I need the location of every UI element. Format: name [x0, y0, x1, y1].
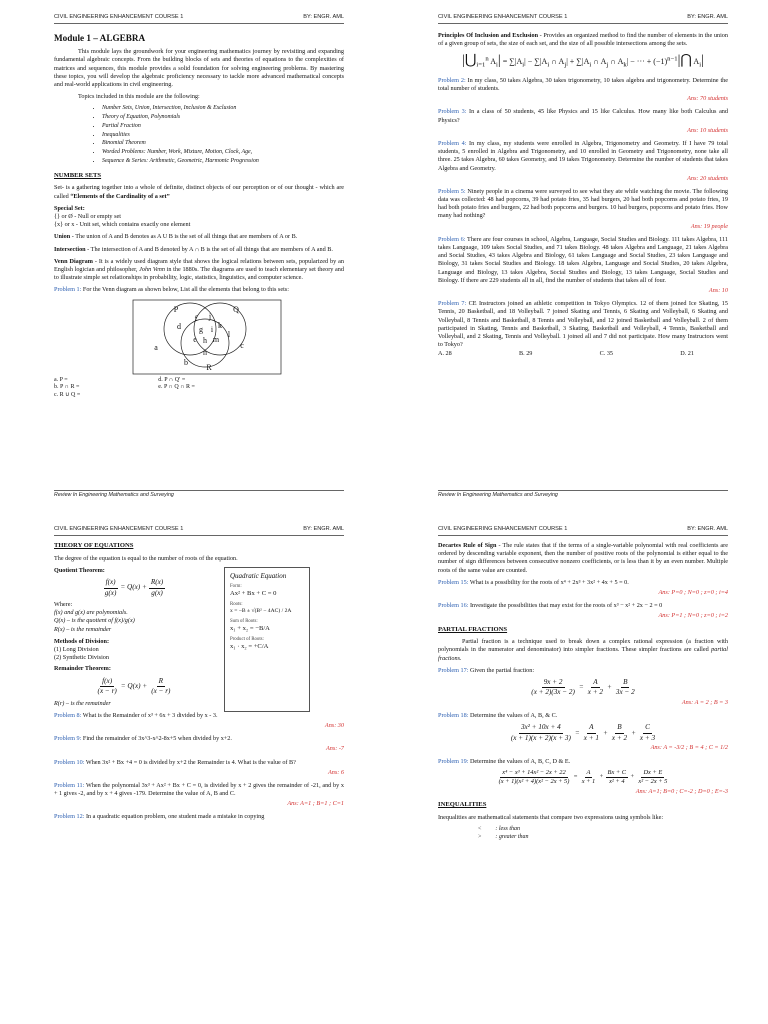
answer: Ans: A=1; B=0 ; C=-2 ; D=0 ; E=-3 [635, 787, 728, 795]
eq-term: x + 2 [587, 688, 604, 697]
problem-label: Problem 11: [54, 781, 85, 789]
quadratic-equation-box [224, 567, 310, 712]
topic-item: • Number Sets, Union, Intersection, Inclusion & Exclusion [102, 105, 344, 113]
eq-term: x + 1 [583, 733, 599, 742]
problem-label: Problem 4: [438, 139, 467, 147]
problem-4 [438, 140, 728, 173]
topics-intro: Topics included in this module are the following: [78, 93, 200, 101]
set-question: d. P ∩ Q′ = [158, 376, 186, 383]
box-product: x₁ · x₂ = +C/A [230, 643, 269, 651]
set-question: c. R ∪ Q = [54, 392, 81, 399]
pf-term: partial fractions. [438, 646, 728, 662]
box-label: Sum of Roots: [230, 618, 258, 624]
venn-label-n: n [203, 347, 207, 357]
venn-label-e: e [193, 334, 197, 344]
problem-18 [438, 712, 728, 720]
page-1 [0, 0, 384, 512]
venn-definition [54, 258, 344, 283]
eq-term: (x + 1)(x + 2)(x + 3) [510, 733, 571, 742]
venn-label-j: j [208, 311, 212, 321]
special-set-null: {} or Ø - Null or empty set [54, 213, 121, 220]
set-question: b. P ∩ R = [54, 384, 80, 391]
choice: D. 21 [680, 350, 694, 358]
set-questions-right [158, 377, 195, 401]
page-header [54, 526, 344, 536]
problem-9 [54, 735, 344, 743]
equation-17: $\frac{9x + 2}{(x + 2)(3x - 2)}$ = $\frac{A}{x + 2}$ + $\frac{B}{3x - 2}$ [531, 677, 635, 697]
problem-label: Problem 19: [438, 757, 469, 765]
eq-term: 3x − 2 [615, 688, 635, 697]
problem-text: When 3x² + Bx +4 = 0 is divided by x+2 the Remainder is 4. What is the value of B? [84, 758, 296, 766]
eq-term: A [587, 723, 595, 734]
section-inequalities: INEQUALITIES [438, 800, 487, 808]
where-item: f(x) and g(x) are polynomials. [54, 609, 128, 617]
eq-term: Bx + C [606, 769, 629, 778]
venn-label-i: i [210, 324, 214, 334]
where-item: R(x) – is the remainder [54, 625, 112, 633]
special-sets [54, 205, 344, 230]
where-label: Where: [54, 601, 73, 609]
problem-label: Problem 5: [438, 187, 466, 195]
problem-label: Problem 1: [54, 286, 82, 294]
answer: Ans: 30 [324, 721, 344, 729]
problem-label: Problem 2: [438, 76, 466, 84]
answer: Ans: 70 students [687, 95, 728, 103]
remainder-note: R(r) – is the remainder [54, 699, 111, 707]
topic-item: • Inequalities [102, 132, 344, 140]
choice: C. 35 [599, 350, 614, 358]
box-roots: x = −B ± √(B² − 4AC) / 2A [230, 608, 292, 615]
venn-label-m: m [212, 334, 220, 344]
venn-term: Venn Diagram [54, 257, 93, 265]
problem-text: Investigate the possibilities that may exist for the roots of x³ − x² + 2x − 2 = 0 [468, 602, 663, 610]
problem-label: Problem 7: [438, 300, 467, 308]
problem-10 [54, 759, 344, 767]
answer: Ans: -7 [325, 745, 344, 753]
problem-2 [438, 77, 728, 93]
eq-term: x + 2 [611, 733, 628, 742]
set-questions [54, 377, 344, 401]
problem-text: For the Venn diagram as shown below, List all the elements that belong to this sets: [81, 286, 289, 294]
eq-term: Dx + E [641, 769, 664, 778]
problem-text: Ninety people in a cinema were surveyed to see what they ate while watching the movie. The following data was collected: 48 had popcorns, 39 had potato fries, 35 had burgers, 20 had both popcorns and potato fries, 19 had both potato fries and burgers, 22 had both popcorns and burgers. 10 had burgers, popcorns and potato fries. How many had nothing? [438, 187, 728, 220]
set-question: a. P = [54, 376, 68, 383]
eq-term: x² + 4 [609, 778, 625, 786]
theorem-block [54, 567, 344, 712]
topic-item: • Partial Fraction [102, 123, 344, 131]
quotient-title: Quotient Theorem: [54, 566, 105, 574]
header-course: CIVIL ENGINEERING ENHANCEMENT COURSE 1 [54, 14, 184, 20]
eq-term: (x + 2)(3x − 2) [531, 688, 575, 697]
answer: Ans: P=1 ; N=0 ; z=0 ; i=2 [658, 612, 728, 620]
topic-item: • Theory of Equation, Polynomials [102, 114, 344, 122]
page-body [54, 542, 344, 998]
module-title: Module 1 – ALGEBRA [54, 33, 146, 43]
venn-label-k: k [218, 320, 222, 330]
inclusion-exclusion-formula: $|⋃_{i=1}^n$ $A_i| = \sum|A_i| - \sum|A_i$ ∩ $A_j| + \sum|A_i$ ∩ $A_j$ ∩ $A_k|$ − ··· + $(-1)^{n-1}|⋂$ $A_i|$ [462, 53, 704, 69]
eq-term: x⁴ − x³ + 14x² − 2x + 22 [500, 769, 567, 778]
problem-11 [54, 782, 344, 798]
problem-text: When the polynomial 3x³ + Ax² + Bx + C = 0, is divided by x + 2 gives the remainder of -21, and by x + 1 gives -2, and by x + 4 gives -179. Determine the value of A, B and C. [54, 781, 344, 798]
problem-label: Problem 3: [438, 108, 467, 116]
union-definition [54, 233, 344, 241]
eq-term: x² − 2x + 5 [638, 778, 668, 786]
problem-text: In a quadratic equation problem, one student made a mistake in copying [84, 813, 265, 821]
remainder-formula: $\frac{f(x)}{(x - r)}$ = Q(x) + $\frac{R}{(x - r)}$ [97, 676, 171, 696]
inequalities-definition: Inequalities are mathematical statements that compare two expressions using symbols like: [438, 813, 664, 821]
descartes-text: - The rule states that if the terms of a single-variable polynomial with real coefficients are ordered by descending variable exponent, then the number of positive roots of the polynomial is either equal to the number of sign differences between consecutive nonzero coefficients, or is less than it by an even number. Multiple roots of the same value are counted. [438, 542, 728, 574]
problem-label: Problem 12: [54, 813, 85, 821]
problem-label: Problem 6: [438, 235, 466, 243]
eq-term: A [585, 769, 593, 778]
set-definition-term: “Elements of the Cardinality of a set” [70, 192, 170, 200]
problem-text: There are four courses in school, Algebra, Language, Social Studies and Biology. 111 takes Algebra, 111 takes Language, 109 takes Social Studies, and 71 takes Biology. 48 takes Algebra and Language, 21 takes Algebra and Social Studies, 43 takes Algebra and Biology, 61 takes Language and Social Studies, 23 takes Language and Biology, 31 takes Social Studies and Biology. 18 takes Algebra, Language and Social Studies, 20 takes Algebra, Language and Biology, 13 takes Algebra, Social Studies and Biology, 13 takes Language, Social Studies and Biology. If there are 229 students all in all, find the number of students that takes all of four. [438, 235, 728, 284]
intersection-text: - The intersection of A and B denoted by A ∩ B is the set of all things that are members of A and B. [85, 245, 333, 253]
problem-8 [54, 712, 344, 720]
set-definition [54, 184, 344, 200]
problem-text: Given the partial fraction: [468, 666, 535, 674]
venn-circle-p [164, 303, 216, 355]
problem-text: Find the remainder of 3x^3-x^2-8x+5 when divided by x+2. [81, 735, 232, 743]
venn-label-a: a [154, 342, 158, 352]
inequality-row [478, 826, 728, 834]
pie-text: - Provides an organized method to find the number of elements in the union of a given group of sets, the size of each set, and the size of all possible intersections among the sets. [438, 32, 728, 48]
answer: Ans: P=0 ; N=0 ; z=0 ; i=4 [658, 588, 728, 596]
method-item: (1) Long Division [54, 646, 99, 654]
module-intro: This module lays the groundwork for your engineering mathematics journey by revisiting and expanding fundamental algebraic concepts. From the building blocks of sets and theories of equations to the complexities of matrices and sequences, this module provides a solid foundation for solving engineering problems. By mastering these topics, you will develop the algebraic proficiency necessary to tackle more advanced mathematical concepts and real-world applications in civil engineering. [54, 48, 344, 88]
box-label: Form: [230, 584, 242, 590]
inequality-symbols [478, 826, 728, 842]
special-sets-title: Special Set: [54, 204, 85, 212]
set-definition-text: Set- is a gathering together into a whole of definite, distinct objects of our perception or of our thought - which are called [54, 184, 344, 200]
problem-label: Problem 17: [438, 666, 469, 674]
answer: Ans: 19 people [690, 222, 728, 230]
page-header [54, 14, 344, 24]
problem-7 [438, 300, 728, 349]
descartes-term: Decartes Rule of Sign [438, 542, 497, 549]
venn-label-d: d [177, 321, 181, 331]
header-author: BY: ENGR. AML [303, 14, 344, 20]
section-theory-of-equations: THEORY OF EQUATIONS [54, 542, 134, 549]
answer: Ans: 6 [328, 768, 344, 776]
method-item: (2) Synthetic Division [54, 654, 109, 662]
methods-title: Methods of Division: [54, 637, 110, 645]
descartes-definition [438, 542, 728, 575]
page-footer: Review In Engineering Mathematics and Surveying [438, 490, 728, 499]
problem-text: What is a possibility for the roots of x⁴ + 2x³ + 3x² + 4x + 5 = 0. [468, 578, 629, 586]
venn-label-b: b [184, 357, 188, 367]
venn-label-l: l [227, 329, 231, 339]
venn-diagram [132, 299, 282, 375]
inequality-symbol: < [478, 825, 482, 832]
problem-text: In my class, 50 takes Algebra, 30 takes trigonometry, 10 takes algebra and trigonometry. Determine the total number of students. [438, 76, 728, 93]
problem-19 [438, 758, 728, 766]
union-text: - The union of A and B denotes as A U B is the set of all things that are members of A or B. [70, 233, 298, 241]
eq-term: x + 3 [639, 733, 656, 742]
page-body [54, 32, 344, 486]
venn-text: - It is a widely used diagram style that shows the logical relations between sets, popularized by an English logician and philosopher, [54, 257, 344, 273]
venn-label-P: P [173, 304, 179, 314]
page-body [438, 32, 728, 486]
topic-item: • Binomial Theorem [102, 140, 344, 148]
problem-label: Problem 9: [54, 735, 82, 743]
eq-term: C [643, 723, 652, 734]
intersection-term: Intersection [54, 245, 86, 253]
venn-label-R: R [206, 362, 212, 372]
intersection-definition [54, 246, 344, 254]
quotient-formula: $\frac{f(x)}{g(x)}$ = Q(x) + $\frac{R(x)}{g(x)}$ [104, 578, 164, 597]
eq-term: 9x + 2 [542, 678, 565, 689]
inequality-desc: : greater than [495, 833, 529, 840]
venn-label-h: h [203, 335, 207, 345]
problem-label: Problem 15: [438, 578, 469, 586]
problem-text: Determine the values of A, B, C, D & E. [468, 757, 571, 765]
problem-text: Determine the values of A, B, & C. [468, 712, 558, 720]
problem-5 [438, 188, 728, 221]
eq-term: B [621, 678, 629, 689]
venn-label-f: f [194, 313, 198, 323]
problem-1 [54, 286, 344, 294]
header-course: CIVIL ENGINEERING ENHANCEMENT COURSE 1 [438, 526, 568, 532]
problem-label: Problem 8: [54, 711, 82, 719]
header-author: BY: ENGR. AML [687, 526, 728, 532]
header-course: CIVIL ENGINEERING ENHANCEMENT COURSE 1 [438, 14, 568, 20]
set-question: e. P ∩ Q ∩ R = [158, 384, 195, 391]
answer: Ans: 10 [708, 286, 728, 294]
problem-text: In my class, my students were enrolled in Algebra, Trigonometry and Geometry. If I have 79 total students, 5 enrolled in Algebra and Trigonometry, and 10 enrolled in Geometry and Trigonometry, none take all three. 25 takes Algebra, 60 takes Geometry, and 19 takes Trigonometry. Determine the number of students that takes Algebra and Geometry. [438, 139, 728, 172]
special-set-unit: {x} or x - Unit set, which contains exactly one element [54, 221, 191, 229]
page-2 [384, 0, 768, 512]
problem-12 [54, 813, 344, 821]
equation-18: $\frac{\text{3x² + 10x + 4}}{(x + 1)(x + 2)(x + 3)}$ = $\frac{A}{x + 1}$ + $\frac{B}{x + 2}$ + $\frac{C}{x + 3}$ [510, 723, 656, 742]
eq-term: 3x² + 10x + 4 [519, 723, 563, 734]
eq-term: x + 1 [581, 778, 596, 786]
box-title: Quadratic Equation [230, 571, 287, 580]
venn-text-rest: in the 1880s. The diagrams are used to teach elementary set theory and to illustrate simple set relationships in probability, logic, statistics, linguistics, and computer science. [54, 265, 344, 282]
problem-text: CE Instructors joined an athletic competition in Tokyo Olympics. 12 of them joined Ice Skating, 15 Tennis, 20 Basketball, and 18 Volleyball. 7 joined Skating and Tennis, 6 Skating and Volleyball, 6 Skating and Volleyball, 8 Tennis and Basketball, 8 Tennis and Volleyball, and 12 joined Basketball and Volleyball. 2 of them participated in Skating, Tennis and Basketball, 3 Skating, Basketball and Volleyball, 4 Tennis, Basketball and Volleyball, and 2 Skating, Tennis and Volleyball. 1 joined all and 7 did not participate. How many Instructors went to Tokyo? [438, 300, 728, 349]
problem-16 [438, 602, 728, 610]
choice: A. 28 [438, 350, 452, 358]
problem-3 [438, 108, 728, 124]
answer: Ans: A = -3/2 ; B = 4 ; C = 1/2 [650, 744, 728, 752]
topic-item: • Sequence & Series: Arithmetic, Geometric, Harmonic Progression [102, 158, 344, 166]
where-item: Q(x) – is the quotient of f(x)/g(x) [54, 617, 135, 625]
section-partial-fractions: PARTIAL FRACTIONS [438, 625, 508, 633]
problem-label: Problem 18: [438, 712, 469, 720]
problem-17 [438, 667, 728, 675]
venn-label-Q: Q [233, 304, 239, 314]
problem-15 [438, 579, 728, 587]
answer: Ans: A=1 ; B=1 ; C=1 [287, 800, 344, 808]
eq-term: (x + 1)(x² + 4)(x² − 2x + 5) [498, 778, 570, 786]
remainder-title: Remainder Theorem: [54, 665, 111, 673]
set-questions-left [54, 377, 80, 401]
answer: Ans: A = 2 ; B = 3 [681, 698, 728, 706]
pf-text: Partial fraction is a technique used to break down a complex rational expression (a fraction with polynomials in the numerator and denominator) into simpler fractions. These simpler fractions are called [438, 638, 728, 654]
pie-definition [438, 32, 728, 48]
degree-text: The degree of the equation is equal to the number of roots of the equation. [54, 554, 238, 562]
problem-6 [438, 236, 728, 285]
header-course: CIVIL ENGINEERING ENHANCEMENT COURSE 1 [54, 526, 184, 532]
theorem-left [54, 567, 214, 712]
venn-label-c: c [240, 340, 244, 350]
partial-fraction-definition [438, 638, 728, 663]
inequality-symbol: > [478, 833, 482, 840]
answer: Ans: 10 students [687, 126, 728, 134]
box-label: Product of Roots: [230, 636, 264, 642]
problem-7-choices [438, 350, 728, 358]
problem-label: Problem 16: [438, 602, 469, 610]
topic-item: • Worded Problems: Number, Work, Mixture, Motion, Clock, Age, [102, 149, 344, 157]
box-sum: x₁ + x₂ = −B/A [230, 625, 270, 633]
answer: Ans: 20 students [687, 174, 728, 182]
inequality-row [478, 834, 728, 842]
venn-label-g: g [199, 324, 203, 334]
topics-list [102, 105, 344, 165]
section-number-sets: NUMBER SETS [54, 171, 102, 179]
inequality-desc: : less than [495, 825, 521, 832]
page-3 [0, 512, 384, 1024]
page-body [438, 542, 728, 998]
problem-text: What is the Remainder of x³ + 6x + 3 divided by x - 3. [81, 711, 218, 719]
eq-term: B [615, 723, 623, 734]
header-author: BY: ENGR. AML [687, 14, 728, 20]
box-label: Roots: [230, 602, 243, 608]
union-term: Union [54, 233, 71, 241]
eq-term: A [591, 678, 599, 689]
box-form: Ax² + Bx + C = 0 [230, 590, 277, 598]
header-author: BY: ENGR. AML [303, 526, 344, 532]
page-footer: Review In Engineering Mathematics and Surveying [54, 490, 344, 499]
page-header [438, 14, 728, 24]
problem-label: Problem 10: [54, 758, 85, 766]
page-header [438, 526, 728, 536]
pie-term: Principles Of Inclusion and Exclusion [438, 32, 539, 39]
page-4 [384, 512, 768, 1024]
problem-text: In a class of 50 students, 45 like Physics and 15 like Calculus. How many like both Calculus and Physics? [438, 108, 728, 124]
venn-person: John Venn [139, 265, 165, 273]
equation-19: $\frac{\text{x⁴ − x³ + 14x² − 2x + 22}}{\text{(x + 1)(x² + 4)(x² − 2x + 5)}}$ = $\frac{A}{x + 1}$ + $\frac{Bx + C}{\text{x² + 4}}$ + $\frac{Dx + E}{\text{x² − 2x + 5}}$ [498, 768, 668, 786]
choice: B. 29 [518, 350, 533, 358]
